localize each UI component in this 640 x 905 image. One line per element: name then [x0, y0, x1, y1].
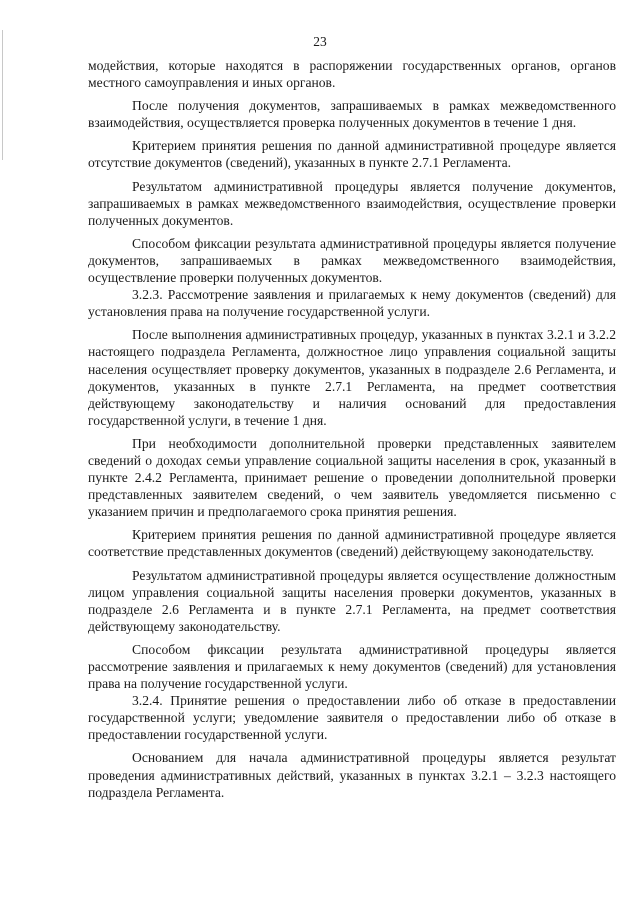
- document-body: [88, 57, 616, 807]
- paragraph-continuation: модействия, которые находятся в распоряжении государственных органов, органов местного самоуправления и иных органов.: [88, 58, 616, 91]
- page-number: 23: [313, 34, 327, 49]
- paragraph: После выполнения административных процедур, указанных в пунктах 3.2.1 и 3.2.2 настоящего подраздела Регламента, должностное лицо управления социальной защиты населения осуществляет проверку документов, указанных в подразделе 2.6 Регламента, и документов, указанных в пункте 2.7.1 Регламента, на предмет соответствия действующему законодательству и наличия оснований для предоставления государственной услуги, в течение 1 дня.: [88, 327, 616, 428]
- paragraph: Способом фиксации результата административной процедуры является рассмотрение заявления и прилагаемых к нему документов (сведений) для установления права на получение государственной услуги.: [88, 641, 616, 692]
- section-heading-3-2-4: 3.2.4. Принятие решения о предоставлении либо об отказе в предоставлении государственной услуги; уведомление заявителя о предоставлении либо об отказе в предоставлении государственной услуги.: [88, 693, 616, 743]
- paragraph: Результатом административной процедуры является осуществление должностным лицом управления социальной защиты населения проверки документов, указанных в подразделе 2.6 Регламента и в пункте 2.7.1 Регламента, на предмет соответствия действующему законодательству.: [88, 567, 616, 634]
- paragraph: Способом фиксации результата административной процедуры является получение документов, запрашиваемых в рамках межведомственного взаимодействия, осуществление проверки полученных документов.: [88, 235, 616, 286]
- paragraph: Критерием принятия решения по данной административной процедуре является соответствие представленных документов (сведений) действующему законодательству.: [88, 527, 616, 560]
- paragraph: После получения документов, запрашиваемых в рамках межведомственного взаимодействия, осуществляется проверка полученных документов в течение 1 дня.: [88, 98, 616, 131]
- paragraph: Результатом административной процедуры является получение документов, запрашиваемых в рамках межведомственного взаимодействия, осуществление проверки полученных документов.: [88, 178, 616, 228]
- section-heading-3-2-3: 3.2.3. Рассмотрение заявления и прилагаемых к нему документов (сведений) для установления права на получение государственной услуги.: [88, 287, 616, 320]
- paragraph: При необходимости дополнительной проверки представленных заявителем сведений о доходах семьи управление социальной защиты населения в срок, указанный в пункте 2.4.2 Регламента, принимает решение о проведении дополнительной проверки представленных заявителем сведений, о чем заявитель уведомляется письменно с указанием причин и предполагаемого срока принятия решения.: [88, 435, 616, 520]
- paragraph: Основанием для начала административной процедуры является результат проведения административных действий, указанных в пунктах 3.2.1 – 3.2.3 настоящего подраздела Регламента.: [88, 750, 616, 800]
- paragraph: Критерием принятия решения по данной административной процедуре является отсутствие документов (сведений), указанных в пункте 2.7.1 Регламента.: [88, 138, 616, 171]
